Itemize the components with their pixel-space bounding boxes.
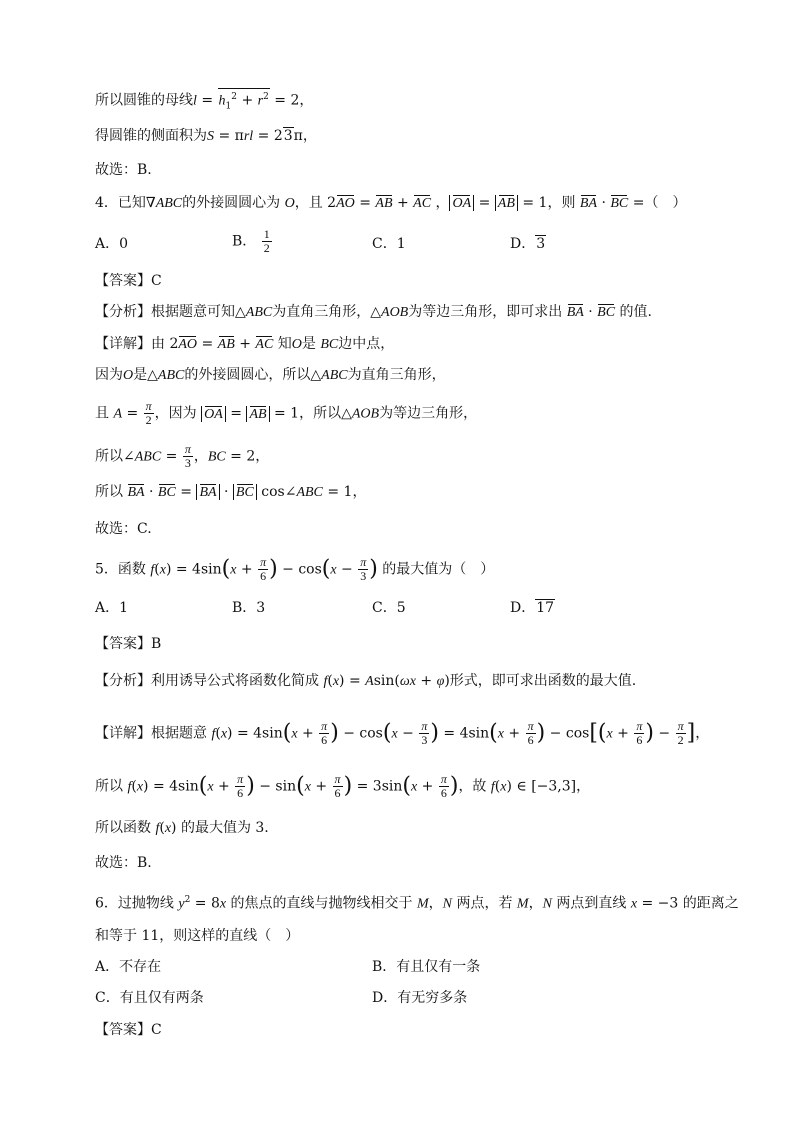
detail-text: 故选：B.: [95, 855, 152, 871]
option-d: D．17: [510, 600, 555, 616]
question-4-stem: 4．已知∇ABC的外接圆圆心为 O，且 2AO = AB + AC ， OA = AB = 1，则 BA · BC =（ ）: [95, 193, 686, 214]
formula: S: [207, 129, 214, 144]
answer-label: 【答案】C: [95, 273, 162, 289]
detail-text: 所以∠ABC = $\frac{\pi}{3}$ ，BC = 2，: [95, 442, 270, 470]
detail-text: 所以 BA · BC = BA · BC cos∠ABC = 1，: [95, 482, 366, 503]
sqrt-formula: $h_1^2 + r^2$: [218, 88, 270, 114]
analysis-text: 【分析】利用诱导公式将函数化简成 f(x) = Asin(ωx + φ)形式，即可求出函数的最大值.: [95, 673, 637, 689]
analysis-text: 【分析】根据题意可知△ABC为直角三角形，△AOB为等边三角形，即可求出 BA · BC 的值.: [95, 302, 652, 323]
option-d: D．有无穷多条: [372, 990, 468, 1006]
detail-text: 所以 f(x) = 4sin(x + $\frac{\pi}{6}$ ) − sin(x + $\frac{\pi}{6}$ ) = 3sin(x + $\frac{\pi}{6}$ )，故 f(x) ∈ [−3,3]，: [95, 772, 591, 800]
answer-label: 【答案】B: [95, 636, 162, 652]
option-a: A．不存在: [95, 959, 162, 975]
option-b: B． $\frac{1}{2}$: [232, 227, 270, 255]
option-c: C．5: [372, 600, 406, 616]
text-line: 故选：B.: [95, 162, 152, 178]
detail-text: 【详解】由 2AO = AB + AC 知O是 BC边中点，: [95, 334, 394, 355]
question-6-stem-cont: 和等于 11，则这样的直线（ ）: [95, 928, 300, 944]
question-6-stem: 6．过抛物线 $y^2 = 8x$ 的焦点的直线与抛物线相交于 M，N 两点，若 M，N 两点到直线 x = −3 的距离之: [95, 895, 739, 912]
option-d: D．3: [510, 236, 546, 252]
option-c: C．1: [372, 236, 406, 252]
option-a: A．1: [95, 600, 129, 616]
detail-text: 【详解】根据题意 f(x) = 4sin(x + $\frac{\pi}{6}$ ) − cos(x − $\frac{\pi}{3}$ ) = 4sin(x + $\frac{\pi}{6}$ ) − cos[(x + $\frac{\pi}{6}$ ) − $\frac{\pi}{2}$ ]，: [95, 719, 710, 747]
option-a: A．0: [95, 236, 129, 252]
option-c: C．有且仅有两条: [95, 990, 204, 1006]
detail-text: 所以函数 f(x) 的最大值为 3.: [95, 820, 269, 836]
detail-text: 故选：C.: [95, 521, 152, 537]
option-b: B．3: [232, 600, 266, 616]
text-line: 得圆锥的侧面积为S = πrl = 23π，: [95, 128, 317, 144]
text-segment: 得圆锥的侧面积为: [95, 128, 207, 144]
text-line: 所以圆锥的母线$l = h_1^2 + r^2 = 2$，: [95, 88, 313, 114]
detail-text: 且 A = $\frac{\pi}{2}$ ，因为 OA = AB = 1，所以△AOB为等边三角形，: [95, 399, 478, 427]
detail-text: 因为O是△ABC的外接圆圆心，所以△ABC为直角三角形，: [95, 367, 446, 383]
option-b: B．有且仅有一条: [372, 959, 481, 975]
answer-label: 【答案】C: [95, 1022, 162, 1038]
text-segment: 所以圆锥的母线: [95, 92, 193, 109]
formula: l: [193, 93, 197, 109]
question-5-stem: 5．函数 f(x) = 4sin(x + $\frac{\pi}{6}$ ) − cos(x − $\frac{\pi}{3}$ ) 的最大值为（ ）: [95, 555, 495, 583]
